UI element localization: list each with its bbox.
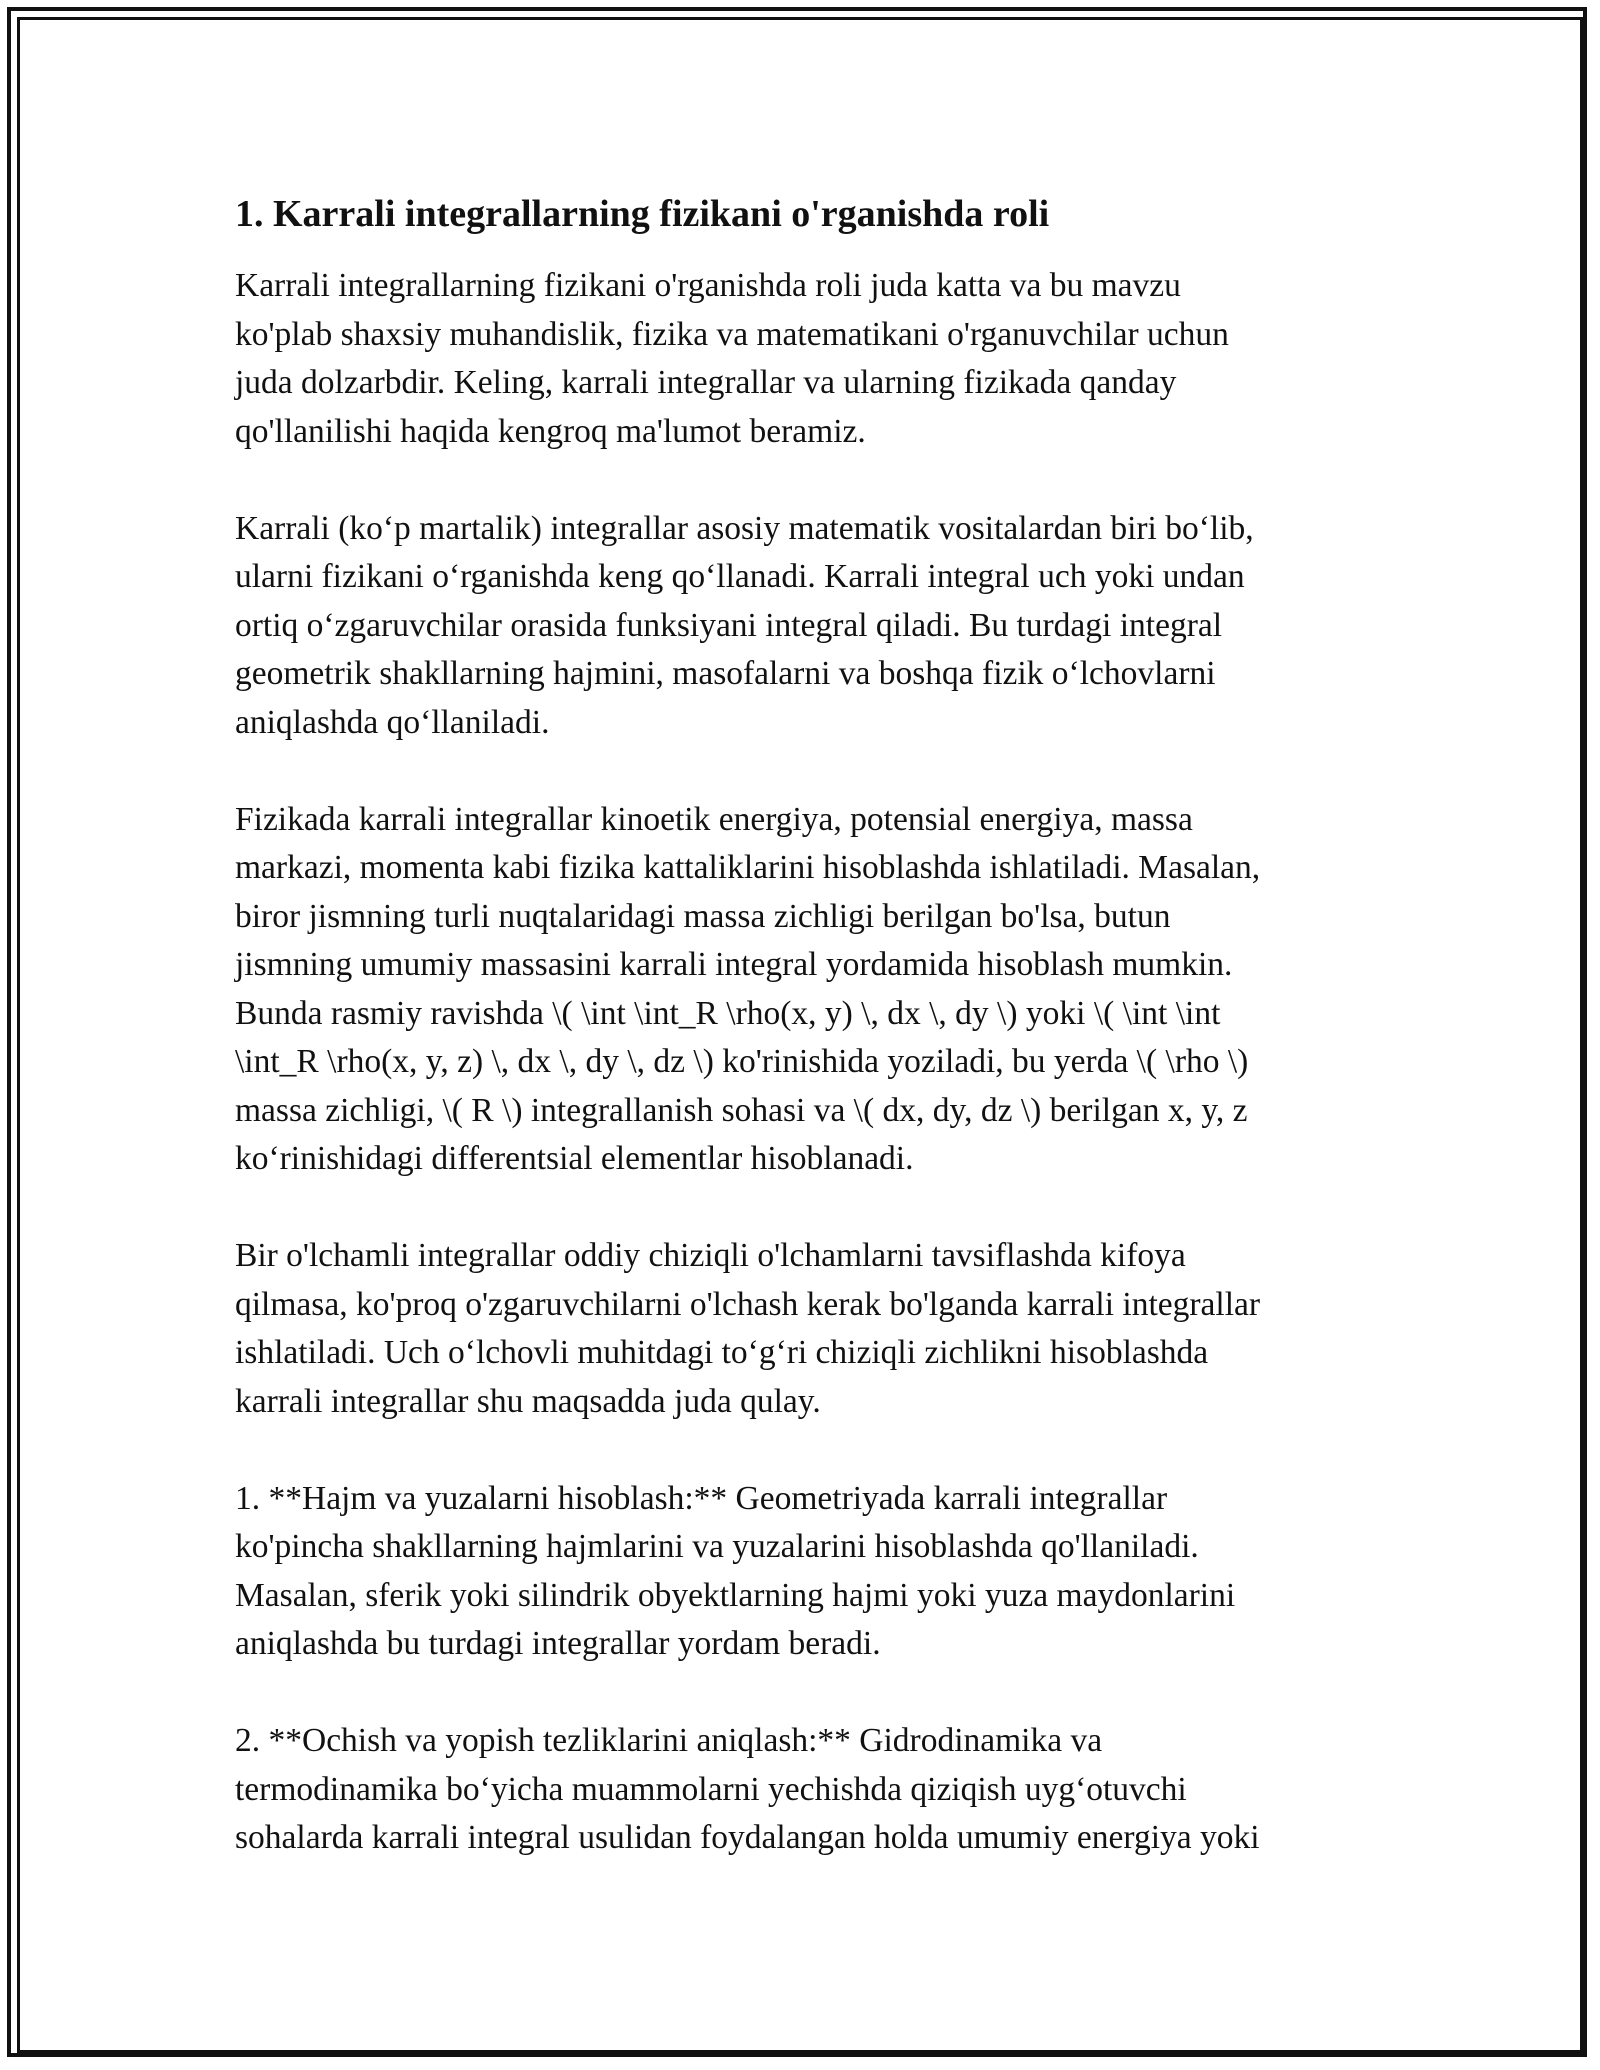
paragraph-intro [235,262,1385,456]
text-line: aniqlashda qo‘llaniladi. [235,703,550,741]
text-line: aniqlashda bu turdagi integrallar yordam beradi. [235,1625,881,1662]
text-line: ko'plab shaxsiy muhandislik, fizika va matematikani o'rganuvchilar uchun [235,315,1229,353]
text-line: massa zichligi, \( R \) integrallanish sohasi va \( dx, dy, dz \) berilgan x, y, z [235,1091,1248,1129]
text-line: ularni fizikani o‘rganishda keng qo‘llanadi. Karrali integral uch yoki undan [235,558,1245,595]
text-line: Bunda rasmiy ravishda \( \int \int_R \rho(x, y) \, dx \, dy \) yoki \( \int \int [235,994,1221,1032]
text-line: termodinamika bo‘yicha muammolarni yechishda qiziqish uyg‘otuvchi [235,1770,1187,1808]
text-line: Karrali integrallarning fizikani o'rganishda roli juda katta va bu mavzu [235,267,1181,304]
text-line: karrali integrallar shu maqsadda juda qulay. [235,1382,821,1420]
text-line: ko‘rinishidagi differentsial elementlar hisoblanadi. [235,1140,914,1177]
text-line: Bir o'lchamli integrallar oddiy chiziqli o'lchamlarni tavsiflashda kifoya [235,1237,1186,1274]
paragraph-one-dimensional [235,1232,1385,1426]
list-item-volume-area [235,1475,1385,1669]
text-line: Fizikada karrali integrallar kinoetik energiya, potensial energiya, massa [235,800,1193,838]
section-heading: 1. Karrali integrallarning fizikani o'rganishda roli [235,193,1050,235]
text-line: markazi, momenta kabi fizika kattaliklarini hisoblashda ishlatiladi. Masalan, [235,849,1261,886]
text-line: juda dolzarbdir. Keling, karrali integrallar va ularning fizikada qanday [235,364,1177,401]
text-line: jismning umumiy massasini karrali integral yordamida hisoblash mumkin. [235,946,1233,983]
text-line: ortiq o‘zgaruvchilar orasida funksiyani integral qiladi. Bu turdagi integral [235,606,1223,644]
document-body [235,188,1385,1911]
list-item-velocities [235,1717,1385,1863]
paragraph-definition [235,505,1385,748]
text-line: sohalarda karrali integral usulidan foydalangan holda umumiy energiya yoki [235,1819,1260,1856]
text-line: geometrik shakllarning hajmini, masofalarni va boshqa fizik o‘lchovlarni [235,655,1216,692]
text-line: qo'llanilishi haqida kengroq ma'lumot beramiz. [235,412,866,450]
text-line: 1. **Hajm va yuzalarni hisoblash:** Geometriyada karrali integrallar [235,1479,1168,1517]
paragraph-physics-applications [235,796,1385,1184]
text-line: ishlatiladi. Uch o‘lchovli muhitdagi to‘g‘ri chiziqli zichlikni hisoblashda [235,1334,1209,1371]
text-line: ko'pincha shakllarning hajmlarini va yuzalarini hisoblashda qo'llaniladi. [235,1528,1199,1565]
text-line: qilmasa, ko'proq o'zgaruvchilarni o'lchash kerak bo'lganda karrali integrallar [235,1285,1261,1323]
text-line: \int_R \rho(x, y, z) \, dx \, dy \, dz \) ko'rinishida yoziladi, bu yerda \( \rho \) [235,1043,1249,1080]
text-line: biror jismning turli nuqtalaridagi massa zichligi berilgan bo'lsa, butun [235,897,1171,935]
text-line: Masalan, sferik yoki silindrik obyektlarning hajmi yoki yuza maydonlarini [235,1576,1236,1614]
text-line: Karrali (ko‘p martalik) integrallar asosiy matematik vositalardan biri bo‘lib, [235,509,1254,547]
text-line: 2. **Ochish va yopish tezliklarini aniqlash:** Gidrodinamika va [235,1722,1103,1759]
